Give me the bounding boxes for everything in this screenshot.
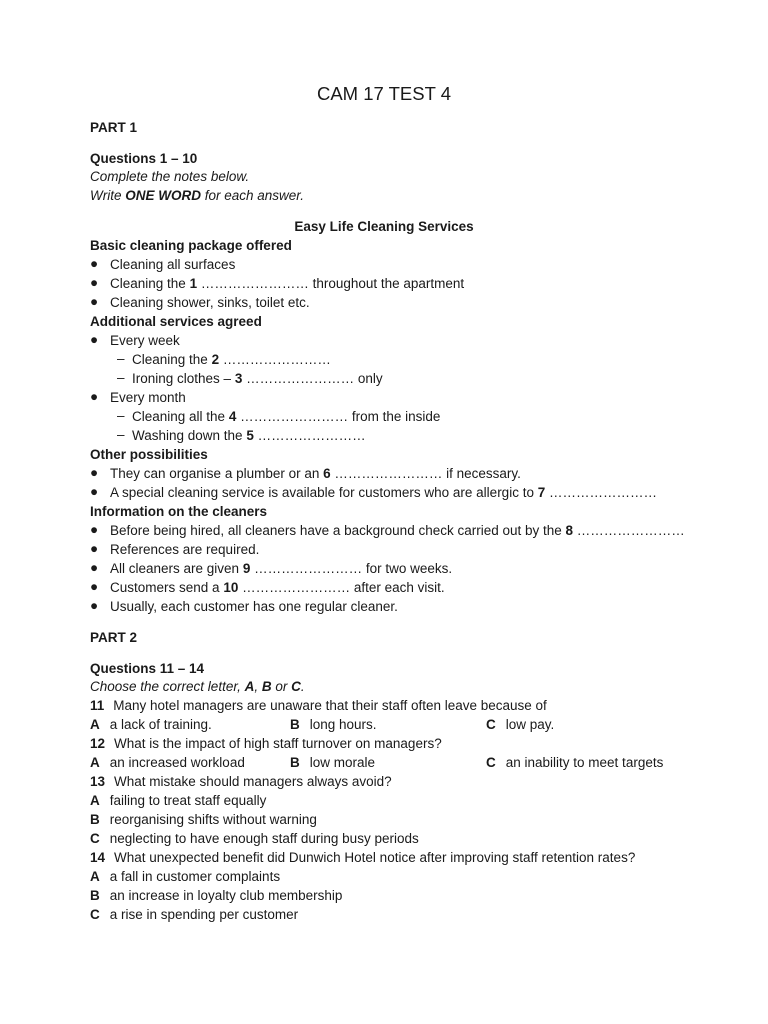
part1-instruction-1: Complete the notes below.	[90, 169, 250, 184]
text: ……………………	[219, 352, 331, 367]
bullet-icon: ●	[90, 256, 99, 271]
note-subitem-q3	[132, 370, 383, 388]
option-text: reorganising shifts without warning	[109, 812, 317, 827]
part1-instruction-2	[90, 187, 304, 205]
section-basic-package: Basic cleaning package offered	[90, 238, 292, 253]
text: Customers send a	[110, 580, 224, 595]
instr2-post: for each answer.	[201, 188, 305, 203]
note-item: Every week	[110, 333, 180, 348]
bullet-icon: ●	[90, 484, 99, 499]
option-text: an increase in loyalty club membership	[109, 888, 343, 903]
option-a[interactable]	[90, 716, 212, 734]
text: Cleaning all the	[132, 409, 229, 424]
dash-icon: –	[117, 370, 125, 385]
section-cleaners-info: Information on the cleaners	[90, 504, 268, 519]
text: A	[244, 679, 255, 694]
note-subitem-q5	[132, 427, 366, 445]
text: ……………………	[573, 523, 685, 538]
text: …………………… if necessary.	[330, 466, 521, 481]
dash-icon: –	[117, 408, 125, 423]
bullet-icon: ●	[90, 465, 99, 480]
part2-instruction	[90, 678, 305, 696]
page-title: CAM 17 TEST 4	[316, 83, 451, 104]
note-item: Cleaning shower, sinks, toilet etc.	[110, 295, 310, 310]
question-text: What unexpected benefit did Dunwich Hotel notice after improving staff retention rates?	[114, 850, 636, 865]
option-letter: B	[90, 812, 100, 827]
note-item-q7	[110, 484, 657, 502]
question-number: 6	[323, 466, 331, 481]
text: Before being hired, all cleaners have a background check carried out by the	[110, 523, 566, 538]
part1-heading: PART 1	[90, 120, 138, 135]
note-subitem-q4	[132, 408, 440, 426]
option-letter: A	[90, 717, 100, 732]
question-12	[90, 735, 442, 753]
question-number: 10	[223, 580, 239, 595]
section-additional-services: Additional services agreed	[90, 314, 262, 329]
note-item-q9	[110, 560, 452, 578]
question-number: 8	[565, 523, 574, 538]
section-other-possibilities: Other possibilities	[90, 447, 208, 462]
bullet-icon: ●	[90, 560, 99, 575]
text: …………………… throughout the apartment	[197, 276, 465, 291]
text: Ironing clothes –	[132, 371, 235, 386]
text: …………………… only	[242, 371, 383, 386]
option-c[interactable]	[90, 906, 298, 924]
option-a[interactable]	[90, 792, 266, 810]
question-number: 12	[90, 736, 106, 751]
text: Choose the correct letter,	[90, 679, 245, 694]
option-b[interactable]	[290, 754, 375, 772]
notes-title: Easy Life Cleaning Services	[294, 219, 474, 234]
text: They can organise a plumber or an	[110, 466, 324, 481]
option-letter: A	[90, 755, 100, 770]
option-text: long hours.	[309, 717, 377, 732]
option-b[interactable]	[90, 811, 317, 829]
option-letter: B	[290, 755, 300, 770]
text: ……………………	[545, 485, 657, 500]
note-item-q8	[110, 522, 685, 540]
part2-questions-range: Questions 11 – 14	[90, 661, 205, 676]
note-item: References are required.	[110, 542, 260, 557]
dash-icon: –	[117, 427, 125, 442]
note-item: Cleaning all surfaces	[110, 257, 236, 272]
bullet-icon: ●	[90, 389, 99, 404]
option-letter: C	[90, 831, 100, 846]
note-item-q1	[110, 275, 464, 293]
bullet-icon: ●	[90, 275, 99, 290]
dash-icon: –	[117, 351, 125, 366]
question-text: What mistake should managers always avoid?	[114, 774, 392, 789]
question-number: 13	[90, 774, 106, 789]
bullet-icon: ●	[90, 541, 99, 556]
text: C	[291, 679, 301, 694]
bullet-icon: ●	[90, 598, 99, 613]
part1-questions-range: Questions 1 – 10	[90, 151, 198, 166]
option-letter: A	[90, 793, 100, 808]
question-number: 3	[234, 371, 243, 386]
text: All cleaners are given	[110, 561, 243, 576]
question-number: 14	[90, 850, 106, 865]
text: …………………… from the inside	[236, 409, 441, 424]
option-b[interactable]	[90, 887, 342, 905]
bullet-icon: ●	[90, 294, 99, 309]
option-c[interactable]	[90, 830, 419, 848]
option-text: low pay.	[505, 717, 555, 732]
option-letter: B	[290, 717, 300, 732]
text: B	[261, 679, 272, 694]
question-number: 4	[228, 409, 237, 424]
option-text: neglecting to have enough staff during busy periods	[109, 831, 419, 846]
bullet-icon: ●	[90, 522, 99, 537]
option-text: an increased workload	[109, 755, 245, 770]
option-c[interactable]	[486, 716, 554, 734]
text: Washing down the	[132, 428, 247, 443]
option-text: a lack of training.	[109, 717, 212, 732]
text: ……………………	[253, 428, 366, 443]
question-13	[90, 773, 392, 791]
option-text: low morale	[309, 755, 376, 770]
bullet-icon: ●	[90, 332, 99, 347]
text: Cleaning the	[132, 352, 212, 367]
question-14	[90, 849, 635, 867]
option-letter: C	[486, 755, 496, 770]
note-item-q6	[110, 465, 521, 483]
note-subitem-q2	[132, 351, 331, 369]
text: ,	[254, 679, 262, 694]
question-text: Many hotel managers are unaware that their staff often leave because of	[113, 698, 547, 713]
instr2-bold: ONE WORD	[125, 188, 201, 203]
instr2-pre: Write	[90, 188, 126, 203]
note-item-q10	[110, 579, 445, 597]
option-text: a rise in spending per customer	[109, 907, 299, 922]
note-item: Every month	[110, 390, 186, 405]
question-number: 5	[246, 428, 254, 443]
option-letter: C	[90, 907, 100, 922]
option-a[interactable]	[90, 754, 245, 772]
text: …………………… after each visit.	[238, 580, 445, 595]
text: Cleaning the	[110, 276, 190, 291]
question-text: What is the impact of high staff turnover on managers?	[114, 736, 442, 751]
text: …………………… for two weeks.	[250, 561, 453, 576]
question-number: 11	[90, 698, 105, 713]
option-text: an inability to meet targets	[505, 755, 664, 770]
question-number: 1	[189, 276, 198, 291]
option-text: a fall in customer complaints	[109, 869, 281, 884]
question-number: 7	[537, 485, 546, 500]
option-text: failing to treat staff equally	[109, 793, 267, 808]
option-a[interactable]	[90, 868, 280, 886]
option-letter: B	[90, 888, 100, 903]
option-c[interactable]	[486, 754, 663, 772]
note-item: Usually, each customer has one regular cleaner.	[110, 599, 398, 614]
option-b[interactable]	[290, 716, 377, 734]
part2-heading: PART 2	[90, 630, 138, 645]
question-11	[90, 697, 547, 715]
text: .	[300, 679, 305, 694]
option-letter: C	[486, 717, 496, 732]
question-number: 9	[242, 561, 251, 576]
option-letter: A	[90, 869, 100, 884]
text: or	[271, 679, 292, 694]
text: A special cleaning service is available for customers who are allergic to	[110, 485, 538, 500]
bullet-icon: ●	[90, 579, 99, 594]
question-number: 2	[211, 352, 220, 367]
